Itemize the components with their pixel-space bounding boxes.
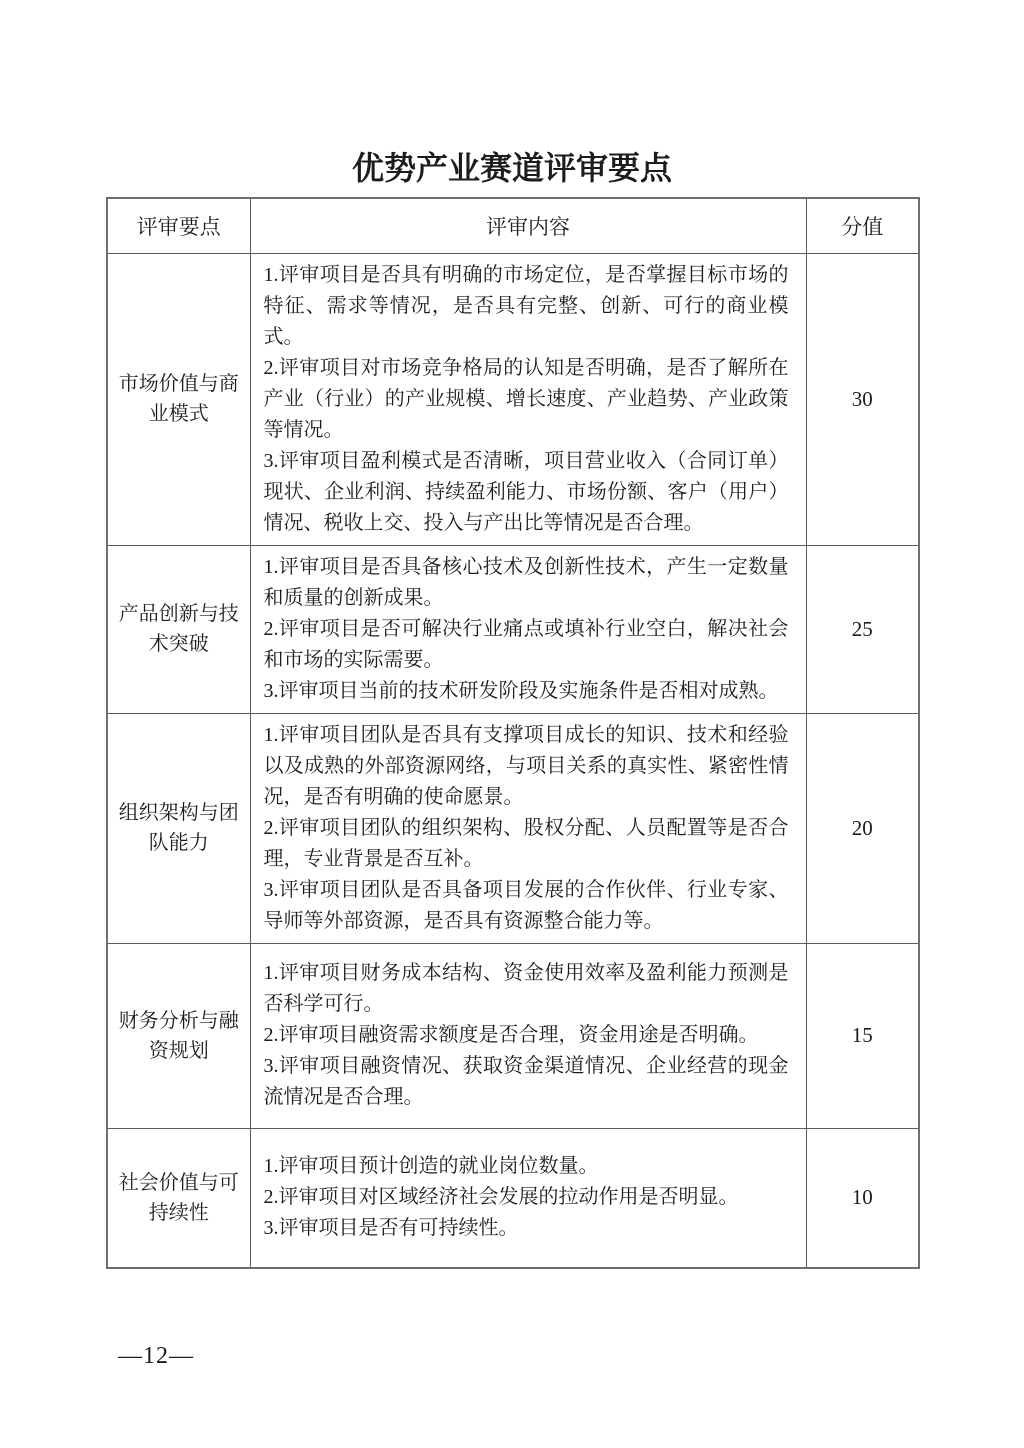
- header-review-content: 评审内容: [250, 198, 806, 253]
- score-value: 15: [806, 943, 919, 1128]
- review-point-label: 市场价值与商业模式: [107, 253, 250, 545]
- review-item: 1.评审项目是否具备核心技术及创新性技术，产生一定数量和质量的创新成果。: [263, 555, 789, 609]
- review-point-label: 产品创新与技术突破: [107, 545, 250, 713]
- table-row-social-value: [107, 1128, 919, 1268]
- review-item: 1.评审项目预计创造的就业岗位数量。: [263, 1155, 599, 1178]
- review-item: 3.评审项目是否有可持续性。: [263, 1217, 519, 1240]
- review-item: 2.评审项目融资需求额度是否合理，资金用途是否明确。: [263, 1024, 759, 1046]
- review-point-label: 财务分析与融资规划: [107, 943, 250, 1128]
- score-value: 25: [806, 545, 919, 713]
- score-value: 20: [806, 713, 919, 943]
- review-item: 2.评审项目团队的组织架构、股权分配、人员配置等是否合理，专业背景是否互补。: [263, 816, 789, 870]
- review-item: 2.评审项目对市场竞争格局的认知是否明确，是否了解所在产业（行业）的产业规模、增长速度、产业趋势、产业政策等情况。: [263, 356, 789, 441]
- review-content-cell: [250, 545, 806, 713]
- review-content-cell: [250, 943, 806, 1128]
- review-table: [106, 197, 920, 1269]
- table-row-financial-analysis: [107, 943, 919, 1128]
- review-item: 1.评审项目是否具有明确的市场定位，是否掌握目标市场的特征、需求等情况，是否具有完整、创新、可行的商业模式。: [263, 263, 789, 348]
- review-item: 3.评审项目当前的技术研发阶段及实施条件是否相对成熟。: [263, 679, 779, 702]
- score-value: 10: [806, 1128, 919, 1268]
- review-content-cell: [250, 713, 806, 943]
- table-header-row: [107, 198, 919, 253]
- review-item: 3.评审项目团队是否具备项目发展的合作伙伴、行业专家、导师等外部资源，是否具有资源整合能力等。: [263, 878, 789, 932]
- page-number: —12—: [118, 1343, 194, 1369]
- header-score: 分值: [806, 198, 919, 253]
- page-title: 优势产业赛道评审要点: [351, 150, 672, 186]
- review-item: 3.评审项目盈利模式是否清晰，项目营业收入（合同订单）现状、企业利润、持续盈利能力、市场份额、客户（用户）情况、税收上交、投入与产出比等情况是否合理。: [263, 449, 789, 534]
- score-value: 30: [806, 253, 919, 545]
- review-item: 3.评审项目融资情况、获取资金渠道情况、企业经营的现金流情况是否合理。: [263, 1055, 789, 1108]
- table-row-market-value: [107, 253, 919, 545]
- review-point-label: 组织架构与团队能力: [107, 713, 250, 943]
- review-content-cell: [250, 253, 806, 545]
- review-item: 2.评审项目是否可解决行业痛点或填补行业空白，解决社会和市场的实际需要。: [263, 617, 789, 671]
- review-item: 1.评审项目财务成本结构、资金使用效率及盈利能力预测是否科学可行。: [263, 962, 789, 1015]
- header-review-point: 评审要点: [107, 198, 250, 253]
- review-point-label: 社会价值与可持续性: [107, 1128, 250, 1268]
- review-item: 2.评审项目对区域经济社会发展的拉动作用是否明显。: [263, 1186, 739, 1209]
- table-row-product-innovation: [107, 545, 919, 713]
- review-item: 1.评审项目团队是否具有支撑项目成长的知识、技术和经验以及成熟的外部资源网络，与项目关系的真实性、紧密性情况，是否有明确的使命愿景。: [263, 723, 789, 808]
- table-row-organization-team: [107, 713, 919, 943]
- review-content-cell: [250, 1128, 806, 1268]
